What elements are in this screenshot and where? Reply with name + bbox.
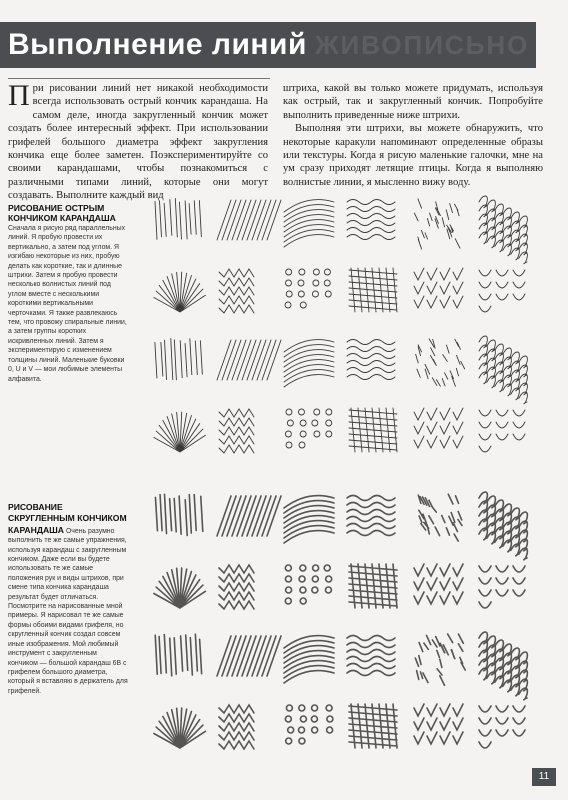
stroke-sample-22 bbox=[414, 408, 463, 448]
stroke-sample-21 bbox=[349, 704, 397, 748]
stroke-sample-19 bbox=[219, 705, 254, 749]
stroke-sample-20 bbox=[285, 705, 333, 744]
intro-text-right-p2: Выполняя эти штрихи, вы можете обнаружить, что некоторые каракули напоминают определенные образы или текстуры. Когда я рисую маленькие галочки, мне на ум сразу приходят летящие птицы. Когда я выполняю волнистые линии, я мысленно вижу воду. bbox=[283, 123, 543, 188]
stroke-sample-2 bbox=[284, 496, 334, 543]
section-round-heading: РИСОВАНИЕ СКРУГЛЕННЫМ КОНЧИКОМ КАРАНДАША bbox=[8, 502, 127, 535]
stroke-sample-9 bbox=[349, 268, 397, 312]
title-underline bbox=[8, 78, 270, 79]
stroke-sample-1 bbox=[217, 496, 281, 536]
drop-cap: П bbox=[8, 79, 30, 112]
stroke-sample-17 bbox=[479, 336, 527, 404]
stroke-sample-8 bbox=[285, 565, 331, 604]
stroke-sample-1 bbox=[217, 200, 281, 240]
stroke-sample-22 bbox=[414, 704, 463, 744]
stroke-sample-18 bbox=[154, 708, 206, 748]
sharp-stroke-samples bbox=[148, 190, 540, 472]
background-ghost-text: ЖИВОПИСЬНО bbox=[315, 30, 530, 60]
stroke-sample-23 bbox=[479, 410, 525, 452]
intro-column-left bbox=[8, 79, 268, 203]
stroke-sample-21 bbox=[349, 408, 397, 452]
stroke-sample-15 bbox=[347, 340, 395, 380]
page-number: 11 bbox=[532, 768, 556, 786]
section-sharp-body: Сначала я рисую ряд параллельных линий. Я пробую провести их вертикально, а затем под углом. Я изгибаю некоторые из них, пробую делать как короткие, так и длинные штрихи. Затем я пробую провести несколько волнистых линий под углом вместе с несколькими короткими вертикальными черточками. Я также развлекаюсь тем, что провожу спиральные линии, а затем группы коротких искривленных линий. Затем я экспериментирую с изменением толщины линий. Маленькие буковки 0, U и V — мои любимые элементы алфавита. bbox=[8, 225, 127, 383]
stroke-sample-11 bbox=[479, 270, 525, 312]
stroke-sample-5 bbox=[479, 196, 527, 264]
stroke-sample-6 bbox=[154, 568, 206, 608]
section-round-body: Очень разумно выполнить те же самые упражнения, используя карандаш с закругленным кончиком. Даже если вы будете использовать те же самые положения рук и виды штрихов, при смене типа кончика карандаша результат будет отличаться. Посмотрите на нарисованные мной примеры. Я нарисовал те же самые формы обоими видами грифеля, но скругленный кончик создал совсем иные изображения. Мой любимый инструмент с закругленным кончиком — большой карандаш 6В с грифелем большого диаметра, который я вставляю в держатель для грифелей. bbox=[8, 527, 128, 695]
stroke-sample-17 bbox=[479, 632, 527, 700]
stroke-sample-18 bbox=[154, 412, 206, 452]
stroke-sample-23 bbox=[479, 706, 525, 748]
stroke-sample-4 bbox=[418, 494, 462, 541]
round-stroke-samples bbox=[148, 486, 540, 768]
stroke-sample-3 bbox=[347, 200, 395, 240]
intro-text-left: ри рисовании линий нет никакой необходимости всегда использовать острый кончик карандаша. На самом деле, иногда закругленный кончик может создать более интересный эффект. При использовании грифелей большого диаметра эффект закругления кончика еще более заметен. Поэкспериментируйте со своими карандашами, чтобы познакомиться с различными типами линий, которые они могут создавать. Выполните каждый вид bbox=[8, 83, 268, 202]
stroke-sample-7 bbox=[219, 565, 254, 609]
stroke-sample-3 bbox=[347, 496, 395, 536]
stroke-sample-12 bbox=[155, 634, 201, 676]
stroke-sample-16 bbox=[415, 634, 465, 685]
stroke-sample-0 bbox=[155, 198, 201, 239]
stroke-sample-2 bbox=[284, 200, 334, 247]
stroke-sample-6 bbox=[154, 272, 206, 312]
stroke-sample-19 bbox=[219, 409, 254, 453]
intro-text-right-p1: штриха, какой вы только можете придумать, используя как острый, так и закругленный кончик. Попробуйте выполнить приведенные ниже штрихи. bbox=[283, 83, 543, 121]
stroke-sample-20 bbox=[285, 409, 331, 448]
page-title: Выполнение линий bbox=[8, 28, 307, 61]
stroke-sample-14 bbox=[284, 340, 334, 387]
stroke-sample-9 bbox=[349, 564, 397, 608]
stroke-sample-15 bbox=[347, 636, 395, 676]
intro-column-right bbox=[283, 82, 543, 189]
section-round-block bbox=[8, 502, 128, 696]
section-sharp-heading: РИСОВАНИЕ ОСТРЫМ КОНЧИКОМ КАРАНДАША bbox=[8, 203, 116, 223]
stroke-sample-14 bbox=[284, 636, 334, 683]
stroke-sample-5 bbox=[479, 492, 527, 560]
stroke-sample-8 bbox=[285, 269, 331, 308]
stroke-sample-10 bbox=[414, 268, 463, 308]
stroke-sample-13 bbox=[217, 340, 281, 380]
stroke-sample-13 bbox=[217, 636, 281, 676]
stroke-sample-4 bbox=[414, 199, 460, 249]
stroke-sample-11 bbox=[479, 566, 525, 608]
stroke-sample-16 bbox=[416, 339, 465, 386]
stroke-sample-10 bbox=[414, 564, 463, 604]
stroke-sample-0 bbox=[155, 494, 202, 535]
stroke-sample-7 bbox=[219, 269, 254, 313]
stroke-sample-12 bbox=[155, 338, 202, 379]
